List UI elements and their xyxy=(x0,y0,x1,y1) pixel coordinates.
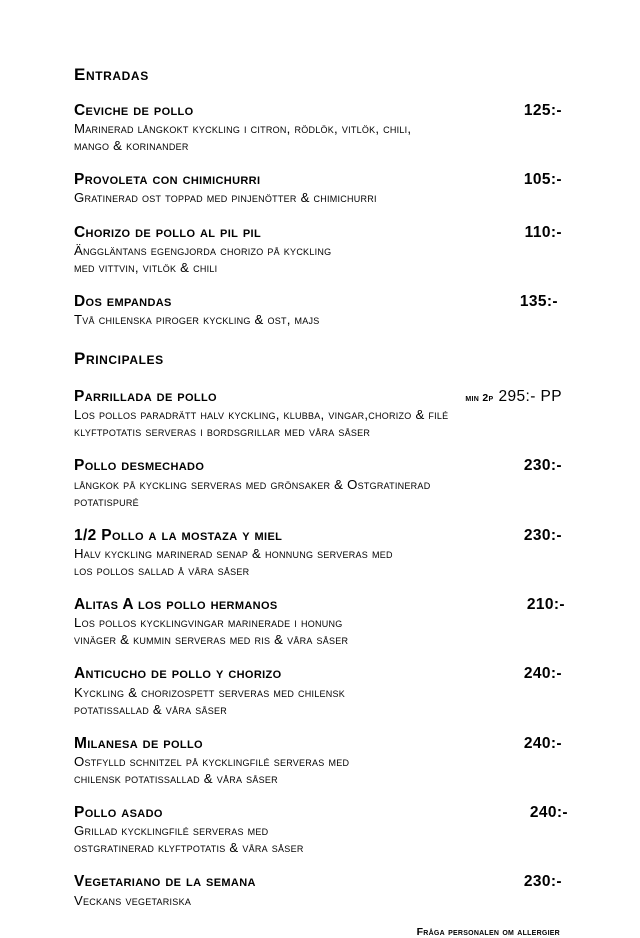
menu-item-name: Milanesa de pollo xyxy=(74,734,203,752)
menu-item-name: Dos empandas xyxy=(74,292,172,310)
menu-item-description xyxy=(74,189,544,206)
menu-item-price-group xyxy=(511,224,562,242)
menu-item-price-group xyxy=(510,102,562,120)
menu-item-description xyxy=(74,476,544,510)
menu-item-price: 295:- PP xyxy=(498,388,562,405)
menu-item-description-line: Los pollos paradrätt halv kyckling, klubba, vingar,chorizo & filé xyxy=(74,407,449,423)
menu-item-description-line: Kyckling & chorizospett serveras med chilensk xyxy=(74,684,346,700)
menu-item-description xyxy=(74,311,544,328)
menu-item-price-group xyxy=(451,388,562,406)
menu-item-description-line: chilensk potatissallad & våra såser xyxy=(74,771,278,787)
menu-sections xyxy=(74,65,568,909)
menu-item-price: 240:- xyxy=(523,665,562,683)
menu-item-price-note: min 2p xyxy=(465,392,494,404)
menu-item-price: 230:- xyxy=(523,526,562,544)
menu-item-description xyxy=(74,120,544,154)
menu-item-name: Alitas A los pollo hermanos xyxy=(74,596,278,614)
menu-item-description xyxy=(74,684,544,718)
menu-item-description-line: mango & korinander xyxy=(74,138,189,154)
menu-item-head xyxy=(74,388,562,406)
menu-item-price-group xyxy=(510,735,562,753)
menu-item-description-line: los pollos sallad å våra såser xyxy=(74,563,250,578)
menu-item-price: 210:- xyxy=(526,596,565,614)
menu-item xyxy=(74,102,562,154)
menu-item-price: 240:- xyxy=(529,804,568,822)
menu-section-principales xyxy=(74,349,568,909)
menu-item-description-line: Två chilenska piroger kyckling & ost, majs xyxy=(74,312,320,328)
menu-item xyxy=(74,596,565,648)
menu-item-description-line: Halv kyckling marinerad senap & honnung serveras med xyxy=(74,545,393,561)
menu-item-price-group xyxy=(510,804,568,822)
menu-item-price: 105:- xyxy=(523,171,562,189)
menu-item-description xyxy=(74,822,544,856)
menu-item-price-group xyxy=(510,596,565,614)
menu-item-name: Pollo asado xyxy=(74,804,163,822)
menu-item-head xyxy=(74,224,562,242)
menu-item xyxy=(74,293,562,328)
menu-item-price: 125:- xyxy=(523,101,562,119)
menu-item-description xyxy=(74,753,544,787)
menu-item-head xyxy=(74,293,562,311)
menu-item-description xyxy=(74,892,544,909)
menu-item-description-line: potatissallad & våra såser xyxy=(74,701,227,717)
menu-item-price: 230:- xyxy=(523,873,562,891)
menu-item-head xyxy=(74,457,562,475)
menu-item-head xyxy=(74,665,562,683)
menu-item-head xyxy=(74,596,565,614)
menu-item-description-line: långkok på kyckling serveras med grönsaker & Ostgratinerad xyxy=(74,476,431,492)
menu-item-name: Pollo desmechado xyxy=(74,457,205,475)
menu-item-head xyxy=(74,804,568,822)
menu-item-name: Ceviche de pollo xyxy=(74,101,194,119)
menu-item-description-line: Gratinerad ost toppad med pinjenötter & chimichurri xyxy=(74,190,377,206)
menu-item-name: 1/2 Pollo a la mostaza y miel xyxy=(74,526,283,544)
menu-item xyxy=(74,665,562,717)
menu-item-price-group xyxy=(510,527,562,545)
menu-item-name: Vegetariano de la semana xyxy=(74,873,256,891)
menu-item-price-group xyxy=(510,457,562,475)
menu-item-description-line: Los pollos kycklingvingar marinerade i honung xyxy=(74,615,343,631)
menu-item-head xyxy=(74,171,562,189)
menu-item-head xyxy=(74,873,562,891)
menu-item-name: Provoleta con chimichurri xyxy=(74,171,261,189)
menu-item-description xyxy=(74,242,544,276)
menu-item xyxy=(74,804,568,856)
menu-item xyxy=(74,735,562,787)
menu-item xyxy=(74,873,562,908)
menu-item-price-group xyxy=(510,665,562,683)
menu-item-price: 110:- xyxy=(524,223,562,241)
menu-item-description-line: Grillad kycklingfilé serveras med xyxy=(74,823,269,839)
menu-item-description-line: potatispuré xyxy=(74,493,139,509)
menu-item-price: 230:- xyxy=(523,457,562,475)
menu-item-description-line: med vittvin, vitlök & chili xyxy=(74,259,218,275)
allergy-note: Fråga personalen om allergier xyxy=(416,925,560,938)
menu-section-entradas xyxy=(74,66,562,328)
menu-item-description-line: ostgratinerad klyftpotatis & våra såser xyxy=(74,840,304,856)
menu-item-description-line: Veckans vegetariska xyxy=(74,892,192,908)
section-title-principales: Principales xyxy=(74,349,164,369)
menu-item-price-group xyxy=(510,873,562,891)
menu-item xyxy=(74,457,562,509)
menu-item-name: Chorizo de pollo al pil pil xyxy=(74,223,262,241)
menu-item-description xyxy=(74,406,544,440)
menu-item-price-group xyxy=(510,171,562,189)
menu-item xyxy=(74,171,562,206)
menu-item-description-line: Ostfylld schnitzel på kycklingfilé serveras med xyxy=(74,754,350,769)
menu-item-price: 240:- xyxy=(523,734,562,752)
menu-item-price: 135:- xyxy=(519,292,558,310)
menu-item-description xyxy=(74,545,544,579)
menu-item-name: Parrillada de pollo xyxy=(74,388,217,405)
menu-item-name: Anticucho de pollo y chorizo xyxy=(74,665,282,683)
menu-item-head xyxy=(74,735,562,753)
menu-item-head xyxy=(74,102,562,120)
menu-item-description-line: vinäger & kummin serveras med ris & våra såser xyxy=(74,632,349,648)
menu-item-description-line: Änggläntans egengjorda chorizo på kyckling xyxy=(74,242,332,258)
menu-item-price-group xyxy=(510,293,562,311)
menu-item xyxy=(74,224,562,276)
menu-item xyxy=(74,388,562,440)
menu-item-description-line: klyftpotatis serveras i bordsgrillar med våra såser xyxy=(74,424,371,440)
menu-item xyxy=(74,527,562,579)
menu-item-description xyxy=(74,614,544,648)
menu-item-head xyxy=(74,527,562,545)
menu-item-description-line: Marinerad långkokt kyckling i citron, rödlök, vitlök, chili, xyxy=(74,121,412,137)
section-title-entradas: Entradas xyxy=(74,65,149,84)
